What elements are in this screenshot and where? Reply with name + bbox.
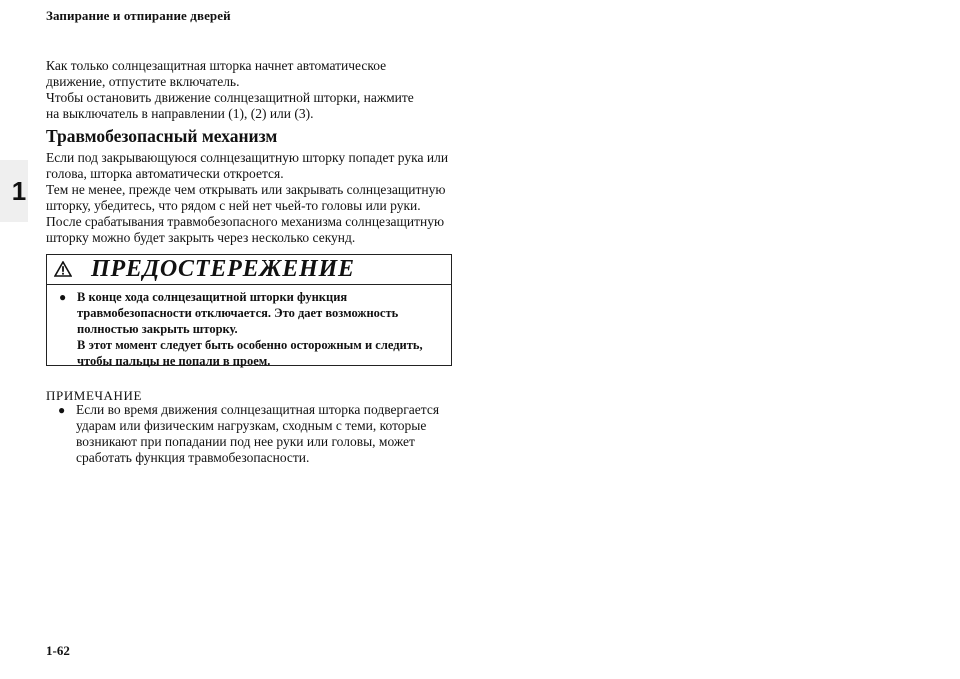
note-label: ПРИМЕЧАНИЕ — [46, 388, 143, 403]
section-paragraph: Если под закрывающуюся солнцезащитную шторку попадет рука или голова, шторка автоматически откроется. Тем не менее, прежде чем открывать или закрывать солнцезащитную шторку, убедитесь, что рядом с ней нет чьей-то головы или руки. После срабатывания травмобезопасного механизма солнцезащитную шторку можно будет закрыть через несколько секунд. — [46, 150, 449, 245]
warning-body — [55, 289, 443, 369]
bullet-icon: ● — [58, 403, 66, 417]
chapter-number: 1 — [11, 175, 27, 206]
warning-title: ПРЕДОСТЕРЕЖЕНИЕ — [91, 256, 355, 282]
page-number: 1-62 — [46, 643, 70, 658]
page-header: Запирание и отпирание дверей — [46, 8, 231, 23]
warning-box — [46, 254, 452, 366]
note-text: Если во время движения солнцезащитная шторка подвергается ударам или физическим нагрузкам, сходным с теми, которые возникают при попадании под нее руки или головы, может сработать функция травмобезопасности. — [76, 402, 440, 465]
note-body — [54, 402, 458, 466]
section-body — [46, 150, 458, 246]
warning-header — [47, 255, 451, 285]
warning-text: В конце хода солнцезащитной шторки функция травмобезопасности отключается. Это дает возможность полностью закрыть шторку. В этот момент следует быть особенно осторожным и следить, чтобы пальцы не попали в проем. — [77, 290, 423, 368]
warning-triangle-icon — [54, 261, 72, 277]
intro-paragraph: Как только солнцезащитная шторка начнет автоматическое движение, отпустите включатель. Чтобы остановить движение солнцезащитной шторки, нажмите на выключатель в направлении (1), (2) или (3). — [46, 58, 414, 121]
bullet-icon: ● — [59, 290, 67, 304]
warning-list-item — [55, 289, 443, 369]
intro-block — [46, 58, 458, 122]
chapter-tab — [0, 160, 28, 222]
note-list-item — [54, 402, 458, 466]
section-title: Травмобезопасный механизм — [46, 126, 278, 146]
